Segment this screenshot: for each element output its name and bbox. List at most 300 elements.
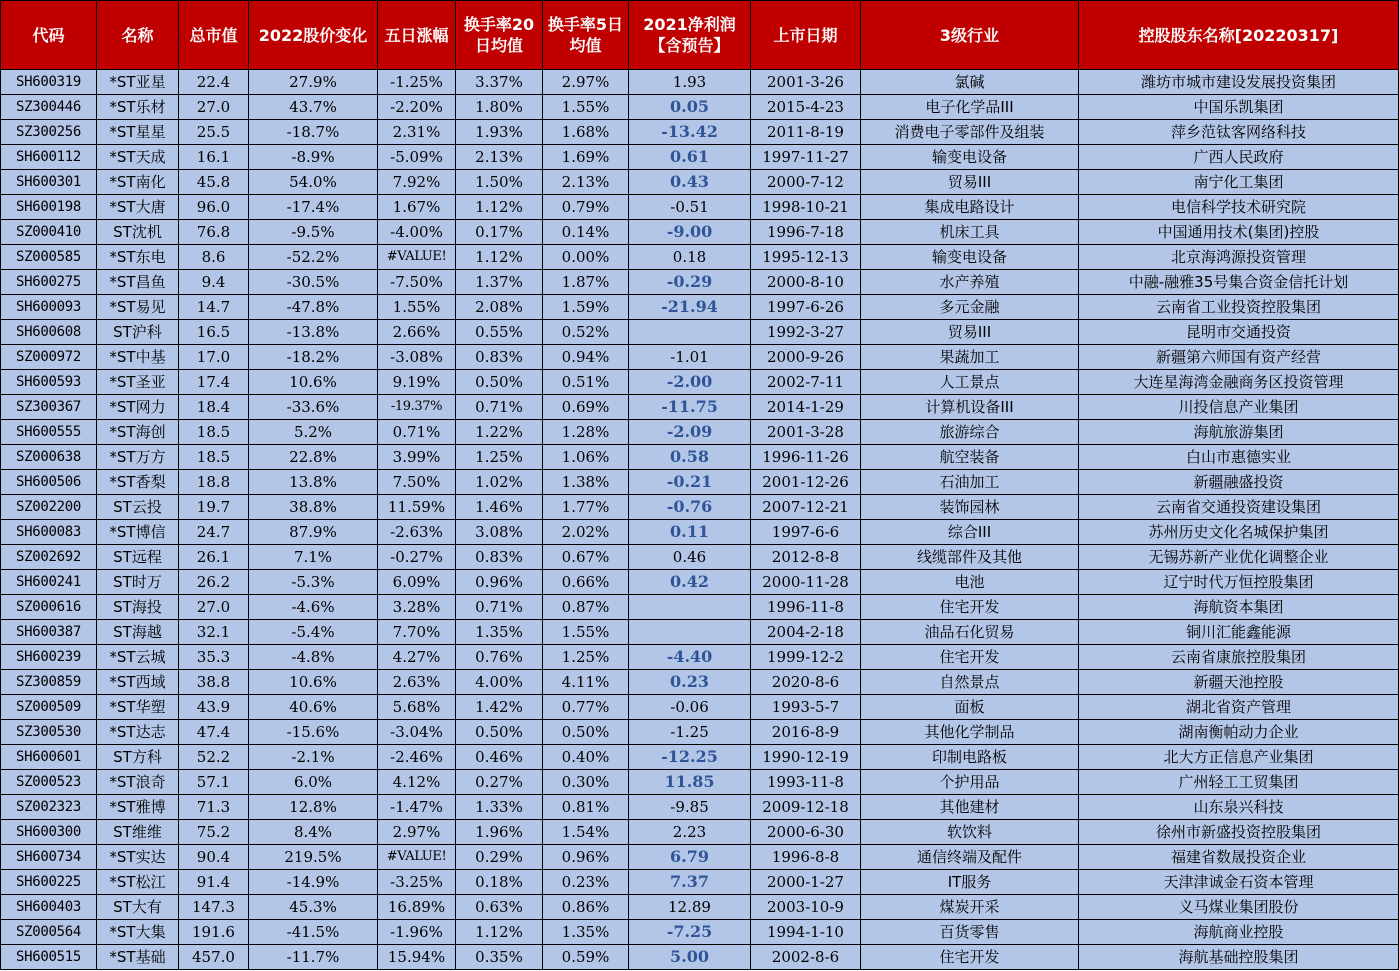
table-row[interactable] — [1, 120, 1399, 145]
col-header-turnover-5d[interactable]: 换手率5日均值 — [543, 1, 629, 70]
cell-code[interactable]: SZ000972 — [1, 345, 97, 370]
cell-market-cap[interactable]: 16.5 — [179, 320, 249, 345]
cell-turnover-5d[interactable]: 1.69% — [543, 145, 629, 170]
cell-turnover-5d[interactable]: 0.86% — [543, 895, 629, 920]
col-header-five-day-gain[interactable]: 五日涨幅 — [378, 1, 456, 70]
cell-turnover-5d[interactable]: 1.06% — [543, 445, 629, 470]
cell-code[interactable]: SH600198 — [1, 195, 97, 220]
cell-net-profit[interactable]: -0.29 — [629, 270, 751, 295]
cell-net-profit[interactable]: 0.18 — [629, 245, 751, 270]
cell-holder[interactable]: 铜川汇能鑫能源 — [1079, 620, 1399, 645]
cell-holder[interactable]: 云南省工业投资控股集团 — [1079, 295, 1399, 320]
table-row[interactable] — [1, 495, 1399, 520]
table-row[interactable] — [1, 220, 1399, 245]
cell-net-profit[interactable]: 0.11 — [629, 520, 751, 545]
cell-five-day-gain[interactable]: 5.68% — [378, 695, 456, 720]
cell-industry[interactable]: 水产养殖 — [861, 270, 1079, 295]
cell-five-day-gain[interactable]: 2.97% — [378, 820, 456, 845]
cell-2022-change[interactable]: 12.8% — [249, 795, 378, 820]
cell-industry[interactable]: IT服务 — [861, 870, 1079, 895]
cell-name[interactable]: *ST海创 — [97, 420, 179, 445]
cell-holder[interactable]: 新疆第六师国有资产经营 — [1079, 345, 1399, 370]
cell-industry[interactable]: 集成电路设计 — [861, 195, 1079, 220]
cell-market-cap[interactable]: 18.8 — [179, 470, 249, 495]
col-header-turnover-20d[interactable]: 换手率20日均值 — [456, 1, 543, 70]
cell-industry[interactable]: 通信终端及配件 — [861, 845, 1079, 870]
cell-name[interactable]: *ST华塑 — [97, 695, 179, 720]
cell-market-cap[interactable]: 47.4 — [179, 720, 249, 745]
cell-net-profit[interactable]: 0.05 — [629, 95, 751, 120]
cell-holder[interactable]: 萍乡范钛客网络科技 — [1079, 120, 1399, 145]
cell-turnover-5d[interactable]: 1.87% — [543, 270, 629, 295]
cell-2022-change[interactable]: -9.5% — [249, 220, 378, 245]
cell-code[interactable]: SH600241 — [1, 570, 97, 595]
table-row[interactable] — [1, 745, 1399, 770]
cell-net-profit[interactable]: -9.00 — [629, 220, 751, 245]
cell-turnover-5d[interactable]: 0.87% — [543, 595, 629, 620]
cell-2022-change[interactable]: -5.3% — [249, 570, 378, 595]
cell-industry[interactable]: 住宅开发 — [861, 595, 1079, 620]
cell-code[interactable]: SH600403 — [1, 895, 97, 920]
table-row[interactable] — [1, 270, 1399, 295]
table-row[interactable] — [1, 370, 1399, 395]
cell-code[interactable]: SH600112 — [1, 145, 97, 170]
cell-holder[interactable]: 潍坊市城市建设发展投资集团 — [1079, 70, 1399, 95]
cell-turnover-20d[interactable]: 0.35% — [456, 945, 543, 970]
table-row[interactable] — [1, 795, 1399, 820]
cell-holder[interactable]: 南宁化工集团 — [1079, 170, 1399, 195]
cell-industry[interactable]: 多元金融 — [861, 295, 1079, 320]
cell-net-profit[interactable]: -4.40 — [629, 645, 751, 670]
cell-2022-change[interactable]: 5.2% — [249, 420, 378, 445]
cell-turnover-5d[interactable]: 0.69% — [543, 395, 629, 420]
cell-market-cap[interactable]: 27.0 — [179, 595, 249, 620]
cell-code[interactable]: SZ000564 — [1, 920, 97, 945]
cell-five-day-gain[interactable]: -4.00% — [378, 220, 456, 245]
cell-turnover-20d[interactable]: 2.13% — [456, 145, 543, 170]
cell-five-day-gain[interactable]: 7.92% — [378, 170, 456, 195]
cell-turnover-20d[interactable]: 1.25% — [456, 445, 543, 470]
cell-listing-date[interactable]: 1996-11-8 — [751, 595, 861, 620]
table-row[interactable] — [1, 145, 1399, 170]
cell-name[interactable]: *ST西域 — [97, 670, 179, 695]
cell-listing-date[interactable]: 2002-8-6 — [751, 945, 861, 970]
cell-industry[interactable]: 航空装备 — [861, 445, 1079, 470]
cell-holder[interactable]: 昆明市交通投资 — [1079, 320, 1399, 345]
cell-turnover-20d[interactable]: 1.12% — [456, 245, 543, 270]
cell-industry[interactable]: 电池 — [861, 570, 1079, 595]
table-row[interactable] — [1, 720, 1399, 745]
cell-name[interactable]: ST大有 — [97, 895, 179, 920]
cell-industry[interactable]: 贸易III — [861, 170, 1079, 195]
cell-turnover-20d[interactable]: 1.12% — [456, 920, 543, 945]
cell-holder[interactable]: 海航旅游集团 — [1079, 420, 1399, 445]
cell-net-profit[interactable]: -0.51 — [629, 195, 751, 220]
cell-five-day-gain[interactable]: 2.31% — [378, 120, 456, 145]
cell-market-cap[interactable]: 76.8 — [179, 220, 249, 245]
cell-name[interactable]: ST远程 — [97, 545, 179, 570]
cell-name[interactable]: *ST昌鱼 — [97, 270, 179, 295]
cell-market-cap[interactable]: 45.8 — [179, 170, 249, 195]
cell-five-day-gain[interactable]: -3.04% — [378, 720, 456, 745]
cell-listing-date[interactable]: 1999-12-2 — [751, 645, 861, 670]
cell-net-profit[interactable]: -1.25 — [629, 720, 751, 745]
col-header-code[interactable]: 代码 — [1, 1, 97, 70]
cell-net-profit[interactable]: 6.79 — [629, 845, 751, 870]
cell-2022-change[interactable]: -4.6% — [249, 595, 378, 620]
cell-net-profit[interactable]: 5.00 — [629, 945, 751, 970]
cell-code[interactable]: SH600300 — [1, 820, 97, 845]
cell-code[interactable]: SZ002323 — [1, 795, 97, 820]
cell-name[interactable]: *ST云城 — [97, 645, 179, 670]
cell-name[interactable]: *ST东电 — [97, 245, 179, 270]
cell-2022-change[interactable]: 54.0% — [249, 170, 378, 195]
table-row[interactable] — [1, 670, 1399, 695]
cell-code[interactable]: SZ300256 — [1, 120, 97, 145]
cell-industry[interactable]: 综合III — [861, 520, 1079, 545]
cell-five-day-gain[interactable]: 1.55% — [378, 295, 456, 320]
cell-turnover-20d[interactable]: 1.35% — [456, 620, 543, 645]
cell-holder[interactable]: 云南省康旅控股集团 — [1079, 645, 1399, 670]
cell-holder[interactable]: 海航基础控股集团 — [1079, 945, 1399, 970]
cell-name[interactable]: ST时万 — [97, 570, 179, 595]
cell-market-cap[interactable]: 96.0 — [179, 195, 249, 220]
table-row[interactable] — [1, 520, 1399, 545]
cell-turnover-5d[interactable]: 1.55% — [543, 95, 629, 120]
cell-2022-change[interactable]: -8.9% — [249, 145, 378, 170]
cell-market-cap[interactable]: 38.8 — [179, 670, 249, 695]
cell-code[interactable]: SH600608 — [1, 320, 97, 345]
cell-2022-change[interactable]: 6.0% — [249, 770, 378, 795]
cell-turnover-5d[interactable]: 1.35% — [543, 920, 629, 945]
cell-turnover-5d[interactable]: 0.66% — [543, 570, 629, 595]
cell-code[interactable]: SZ000523 — [1, 770, 97, 795]
cell-market-cap[interactable]: 24.7 — [179, 520, 249, 545]
cell-listing-date[interactable]: 2012-8-8 — [751, 545, 861, 570]
cell-five-day-gain[interactable]: 7.70% — [378, 620, 456, 645]
cell-industry[interactable]: 贸易III — [861, 320, 1079, 345]
cell-five-day-gain[interactable]: -0.27% — [378, 545, 456, 570]
cell-market-cap[interactable]: 25.5 — [179, 120, 249, 145]
col-header-listing-date[interactable]: 上市日期 — [751, 1, 861, 70]
cell-2022-change[interactable]: -4.8% — [249, 645, 378, 670]
cell-listing-date[interactable]: 2000-11-28 — [751, 570, 861, 595]
cell-net-profit[interactable] — [629, 320, 751, 345]
cell-code[interactable]: SH600593 — [1, 370, 97, 395]
cell-industry[interactable]: 百货零售 — [861, 920, 1079, 945]
cell-code[interactable]: SZ300367 — [1, 395, 97, 420]
cell-net-profit[interactable]: 2.23 — [629, 820, 751, 845]
cell-2022-change[interactable]: -33.6% — [249, 395, 378, 420]
cell-net-profit[interactable]: -0.21 — [629, 470, 751, 495]
cell-listing-date[interactable]: 2015-4-23 — [751, 95, 861, 120]
cell-2022-change[interactable]: -30.5% — [249, 270, 378, 295]
cell-listing-date[interactable]: 1995-12-13 — [751, 245, 861, 270]
cell-market-cap[interactable]: 90.4 — [179, 845, 249, 870]
cell-turnover-20d[interactable]: 1.02% — [456, 470, 543, 495]
cell-turnover-5d[interactable]: 4.11% — [543, 670, 629, 695]
table-row[interactable] — [1, 845, 1399, 870]
cell-turnover-20d[interactable]: 0.71% — [456, 395, 543, 420]
table-row[interactable] — [1, 820, 1399, 845]
cell-turnover-20d[interactable]: 0.76% — [456, 645, 543, 670]
table-row[interactable] — [1, 870, 1399, 895]
table-row[interactable] — [1, 345, 1399, 370]
table-row[interactable] — [1, 770, 1399, 795]
cell-listing-date[interactable]: 2000-9-26 — [751, 345, 861, 370]
cell-listing-date[interactable]: 2001-12-26 — [751, 470, 861, 495]
cell-name[interactable]: *ST南化 — [97, 170, 179, 195]
cell-five-day-gain[interactable]: 9.19% — [378, 370, 456, 395]
cell-listing-date[interactable]: 1998-10-21 — [751, 195, 861, 220]
cell-market-cap[interactable]: 16.1 — [179, 145, 249, 170]
cell-net-profit[interactable]: -1.01 — [629, 345, 751, 370]
cell-turnover-20d[interactable]: 0.63% — [456, 895, 543, 920]
cell-holder[interactable]: 中国乐凯集团 — [1079, 95, 1399, 120]
cell-industry[interactable]: 线缆部件及其他 — [861, 545, 1079, 570]
cell-turnover-20d[interactable]: 0.27% — [456, 770, 543, 795]
cell-market-cap[interactable]: 18.5 — [179, 445, 249, 470]
cell-industry[interactable]: 电子化学品III — [861, 95, 1079, 120]
cell-turnover-20d[interactable]: 1.12% — [456, 195, 543, 220]
cell-listing-date[interactable]: 1996-8-8 — [751, 845, 861, 870]
cell-holder[interactable]: 义马煤业集团股份 — [1079, 895, 1399, 920]
cell-five-day-gain[interactable]: -1.47% — [378, 795, 456, 820]
col-header-market-cap[interactable]: 总市值 — [179, 1, 249, 70]
cell-market-cap[interactable]: 43.9 — [179, 695, 249, 720]
cell-2022-change[interactable]: -13.8% — [249, 320, 378, 345]
cell-five-day-gain[interactable]: -2.46% — [378, 745, 456, 770]
table-row[interactable] — [1, 695, 1399, 720]
table-row[interactable] — [1, 945, 1399, 970]
cell-listing-date[interactable]: 2000-1-27 — [751, 870, 861, 895]
cell-industry[interactable]: 印制电路板 — [861, 745, 1079, 770]
cell-code[interactable]: SZ300446 — [1, 95, 97, 120]
cell-listing-date[interactable]: 2000-7-12 — [751, 170, 861, 195]
cell-name[interactable]: ST沪科 — [97, 320, 179, 345]
cell-net-profit[interactable]: -21.94 — [629, 295, 751, 320]
cell-name[interactable]: *ST网力 — [97, 395, 179, 420]
cell-turnover-20d[interactable]: 1.37% — [456, 270, 543, 295]
cell-listing-date[interactable]: 2007-12-21 — [751, 495, 861, 520]
cell-turnover-20d[interactable]: 0.50% — [456, 370, 543, 395]
cell-five-day-gain[interactable]: -7.50% — [378, 270, 456, 295]
cell-name[interactable]: *ST达志 — [97, 720, 179, 745]
cell-code[interactable]: SZ000509 — [1, 695, 97, 720]
cell-industry[interactable]: 油品石化贸易 — [861, 620, 1079, 645]
cell-five-day-gain[interactable]: -1.25% — [378, 70, 456, 95]
cell-holder[interactable]: 大连星海湾金融商务区投资管理 — [1079, 370, 1399, 395]
cell-name[interactable]: *ST博信 — [97, 520, 179, 545]
cell-listing-date[interactable]: 2016-8-9 — [751, 720, 861, 745]
table-row[interactable] — [1, 445, 1399, 470]
cell-listing-date[interactable]: 2000-8-10 — [751, 270, 861, 295]
cell-name[interactable]: *ST基础 — [97, 945, 179, 970]
cell-market-cap[interactable]: 27.0 — [179, 95, 249, 120]
table-row[interactable] — [1, 170, 1399, 195]
cell-turnover-5d[interactable]: 0.30% — [543, 770, 629, 795]
cell-name[interactable]: *ST亚星 — [97, 70, 179, 95]
cell-holder[interactable]: 中国通用技术(集团)控股 — [1079, 220, 1399, 245]
cell-holder[interactable]: 无锡苏新产业优化调整企业 — [1079, 545, 1399, 570]
cell-name[interactable]: ST云投 — [97, 495, 179, 520]
table-row[interactable] — [1, 245, 1399, 270]
cell-five-day-gain[interactable]: -2.63% — [378, 520, 456, 545]
cell-holder[interactable]: 海航资本集团 — [1079, 595, 1399, 620]
cell-turnover-20d[interactable]: 0.96% — [456, 570, 543, 595]
cell-name[interactable]: ST海投 — [97, 595, 179, 620]
cell-2022-change[interactable]: 27.9% — [249, 70, 378, 95]
cell-five-day-gain[interactable]: 2.66% — [378, 320, 456, 345]
cell-code[interactable]: SH600239 — [1, 645, 97, 670]
col-header-controlling-holder[interactable]: 控股股东名称[20220317] — [1079, 1, 1399, 70]
cell-code[interactable]: SH600506 — [1, 470, 97, 495]
cell-name[interactable]: *ST易见 — [97, 295, 179, 320]
cell-holder[interactable]: 福建省数晟投资企业 — [1079, 845, 1399, 870]
cell-turnover-20d[interactable]: 2.08% — [456, 295, 543, 320]
table-row[interactable] — [1, 545, 1399, 570]
cell-listing-date[interactable]: 2014-1-29 — [751, 395, 861, 420]
cell-net-profit[interactable]: 0.43 — [629, 170, 751, 195]
cell-five-day-gain[interactable]: -19.37% — [378, 395, 456, 420]
cell-turnover-20d[interactable]: 0.18% — [456, 870, 543, 895]
cell-2022-change[interactable]: 43.7% — [249, 95, 378, 120]
cell-turnover-5d[interactable]: 0.14% — [543, 220, 629, 245]
cell-2022-change[interactable]: -47.8% — [249, 295, 378, 320]
cell-five-day-gain[interactable]: -3.25% — [378, 870, 456, 895]
cell-turnover-5d[interactable]: 2.97% — [543, 70, 629, 95]
cell-name[interactable]: *ST香梨 — [97, 470, 179, 495]
cell-holder[interactable]: 北大方正信息产业集团 — [1079, 745, 1399, 770]
cell-net-profit[interactable]: 0.46 — [629, 545, 751, 570]
table-row[interactable] — [1, 570, 1399, 595]
cell-turnover-5d[interactable]: 1.54% — [543, 820, 629, 845]
cell-2022-change[interactable]: 13.8% — [249, 470, 378, 495]
cell-name[interactable]: *ST天成 — [97, 145, 179, 170]
cell-net-profit[interactable]: 0.58 — [629, 445, 751, 470]
cell-listing-date[interactable]: 1997-11-27 — [751, 145, 861, 170]
cell-2022-change[interactable]: 219.5% — [249, 845, 378, 870]
cell-market-cap[interactable]: 9.4 — [179, 270, 249, 295]
cell-code[interactable]: SH600515 — [1, 945, 97, 970]
cell-turnover-5d[interactable]: 2.13% — [543, 170, 629, 195]
cell-market-cap[interactable]: 32.1 — [179, 620, 249, 645]
cell-holder[interactable]: 电信科学技术研究院 — [1079, 195, 1399, 220]
table-row[interactable] — [1, 595, 1399, 620]
cell-code[interactable]: SZ000410 — [1, 220, 97, 245]
cell-code[interactable]: SH600301 — [1, 170, 97, 195]
cell-market-cap[interactable]: 75.2 — [179, 820, 249, 845]
cell-2022-change[interactable]: 40.6% — [249, 695, 378, 720]
cell-turnover-5d[interactable]: 0.23% — [543, 870, 629, 895]
cell-turnover-20d[interactable]: 1.96% — [456, 820, 543, 845]
cell-name[interactable]: *ST圣亚 — [97, 370, 179, 395]
cell-turnover-5d[interactable]: 1.68% — [543, 120, 629, 145]
cell-five-day-gain[interactable]: -3.08% — [378, 345, 456, 370]
cell-five-day-gain[interactable]: 4.27% — [378, 645, 456, 670]
cell-five-day-gain[interactable]: 3.99% — [378, 445, 456, 470]
cell-turnover-5d[interactable]: 0.79% — [543, 195, 629, 220]
cell-net-profit[interactable]: -12.25 — [629, 745, 751, 770]
cell-listing-date[interactable]: 1996-11-26 — [751, 445, 861, 470]
cell-holder[interactable]: 天津津诚金石资本管理 — [1079, 870, 1399, 895]
cell-turnover-20d[interactable]: 4.00% — [456, 670, 543, 695]
cell-market-cap[interactable]: 19.7 — [179, 495, 249, 520]
table-row[interactable] — [1, 295, 1399, 320]
cell-name[interactable]: *ST大唐 — [97, 195, 179, 220]
cell-code[interactable]: SH600225 — [1, 870, 97, 895]
cell-turnover-20d[interactable]: 0.29% — [456, 845, 543, 870]
cell-2022-change[interactable]: -5.4% — [249, 620, 378, 645]
cell-market-cap[interactable]: 17.4 — [179, 370, 249, 395]
cell-code[interactable]: SZ000585 — [1, 245, 97, 270]
col-header-net-profit-2021[interactable]: 2021净利润【含预告】 — [629, 1, 751, 70]
cell-code[interactable]: SH600601 — [1, 745, 97, 770]
cell-holder[interactable]: 苏州历史文化名城保护集团 — [1079, 520, 1399, 545]
cell-net-profit[interactable]: -9.85 — [629, 795, 751, 820]
cell-market-cap[interactable]: 71.3 — [179, 795, 249, 820]
cell-net-profit[interactable]: 1.93 — [629, 70, 751, 95]
cell-holder[interactable]: 北京海鸿源投资管理 — [1079, 245, 1399, 270]
cell-2022-change[interactable]: 38.8% — [249, 495, 378, 520]
cell-market-cap[interactable]: 22.4 — [179, 70, 249, 95]
cell-2022-change[interactable]: 8.4% — [249, 820, 378, 845]
cell-code[interactable]: SH600093 — [1, 295, 97, 320]
cell-holder[interactable]: 广州轻工工贸集团 — [1079, 770, 1399, 795]
cell-industry[interactable]: 氯碱 — [861, 70, 1079, 95]
cell-turnover-5d[interactable]: 0.96% — [543, 845, 629, 870]
cell-listing-date[interactable]: 1993-5-7 — [751, 695, 861, 720]
cell-2022-change[interactable]: 45.3% — [249, 895, 378, 920]
cell-2022-change[interactable]: -14.9% — [249, 870, 378, 895]
cell-turnover-5d[interactable]: 1.59% — [543, 295, 629, 320]
cell-market-cap[interactable]: 147.3 — [179, 895, 249, 920]
cell-holder[interactable]: 湖南衡帕动力企业 — [1079, 720, 1399, 745]
cell-2022-change[interactable]: -2.1% — [249, 745, 378, 770]
cell-five-day-gain[interactable]: 16.89% — [378, 895, 456, 920]
cell-holder[interactable]: 云南省交通投资建设集团 — [1079, 495, 1399, 520]
cell-holder[interactable]: 湖北省资产管理 — [1079, 695, 1399, 720]
cell-net-profit[interactable]: -11.75 — [629, 395, 751, 420]
cell-listing-date[interactable]: 2020-8-6 — [751, 670, 861, 695]
cell-turnover-5d[interactable]: 0.59% — [543, 945, 629, 970]
cell-industry[interactable]: 人工景点 — [861, 370, 1079, 395]
table-row[interactable] — [1, 920, 1399, 945]
cell-five-day-gain[interactable]: 1.67% — [378, 195, 456, 220]
cell-market-cap[interactable]: 18.5 — [179, 420, 249, 445]
cell-code[interactable]: SH600083 — [1, 520, 97, 545]
cell-name[interactable]: *ST中基 — [97, 345, 179, 370]
cell-five-day-gain[interactable]: #VALUE! — [378, 245, 456, 270]
cell-turnover-20d[interactable]: 1.22% — [456, 420, 543, 445]
cell-turnover-20d[interactable]: 3.37% — [456, 70, 543, 95]
cell-listing-date[interactable]: 2001-3-28 — [751, 420, 861, 445]
cell-five-day-gain[interactable]: 15.94% — [378, 945, 456, 970]
cell-market-cap[interactable]: 18.4 — [179, 395, 249, 420]
cell-holder[interactable]: 山东泉兴科技 — [1079, 795, 1399, 820]
cell-listing-date[interactable]: 2011-8-19 — [751, 120, 861, 145]
cell-turnover-5d[interactable]: 0.67% — [543, 545, 629, 570]
cell-industry[interactable]: 机床工具 — [861, 220, 1079, 245]
cell-code[interactable]: SH600319 — [1, 70, 97, 95]
cell-five-day-gain[interactable]: 0.71% — [378, 420, 456, 445]
cell-industry[interactable]: 个护用品 — [861, 770, 1079, 795]
cell-industry[interactable]: 自然景点 — [861, 670, 1079, 695]
cell-turnover-5d[interactable]: 2.02% — [543, 520, 629, 545]
cell-turnover-5d[interactable]: 0.50% — [543, 720, 629, 745]
cell-net-profit[interactable]: 0.23 — [629, 670, 751, 695]
cell-five-day-gain[interactable]: -1.96% — [378, 920, 456, 945]
